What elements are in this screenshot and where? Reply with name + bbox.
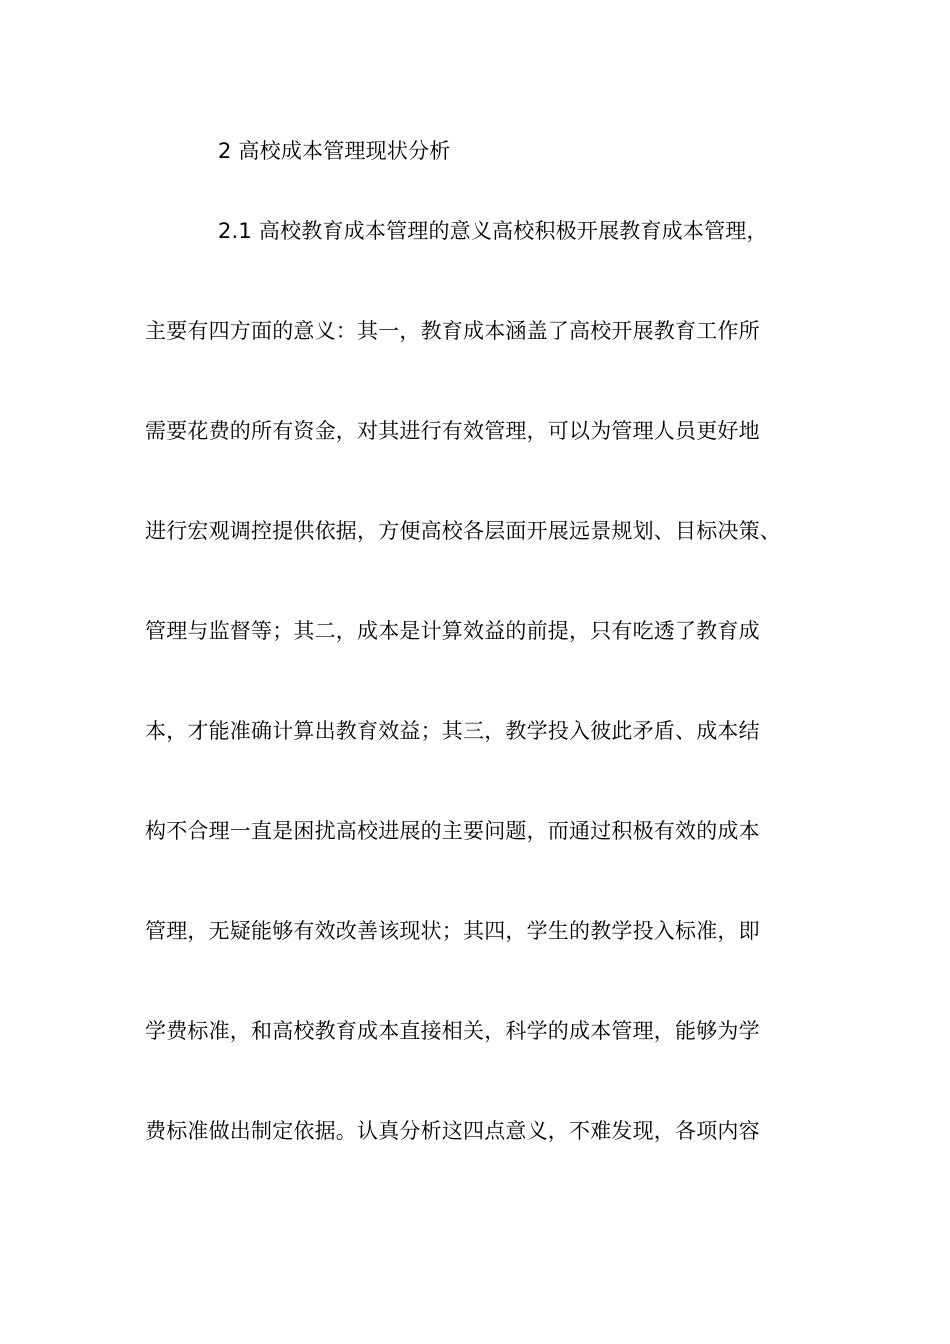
section-heading: 2 高校成本管理现状分析 [218, 139, 451, 163]
paragraph-line-9: 学费标准，和高校教育成本直接相关，科学的成本管理，能够为学 [145, 1019, 760, 1043]
paragraph-line-8: 管理，无疑能够有效改善该现状；其四，学生的教学投入标准，即 [145, 919, 760, 943]
paragraph-line-2: 主要有四方面的意义：其一，教育成本涵盖了高校开展教育工作所 [145, 319, 760, 343]
paragraph-line-3: 需要花费的所有资金，对其进行有效管理，可以为管理人员更好地 [145, 419, 760, 443]
paragraph-line-10: 费标准做出制定依据。认真分析这四点意义，不难发现，各项内容 [145, 1119, 760, 1143]
paragraph-line-6: 本，才能准确计算出教育效益；其三，教学投入彼此矛盾、成本结 [145, 719, 760, 743]
paragraph-line-7: 构不合理一直是困扰高校进展的主要问题，而通过积极有效的成本 [145, 819, 760, 843]
paragraph-line-4: 进行宏观调控提供依据，方便高校各层面开展远景规划、目标决策、 [145, 519, 781, 543]
paragraph-line-5: 管理与监督等；其二，成本是计算效益的前提，只有吃透了教育成 [145, 619, 760, 643]
paragraph-line-1: 2.1 高校教育成本管理的意义高校积极开展教育成本管理， [218, 219, 768, 243]
